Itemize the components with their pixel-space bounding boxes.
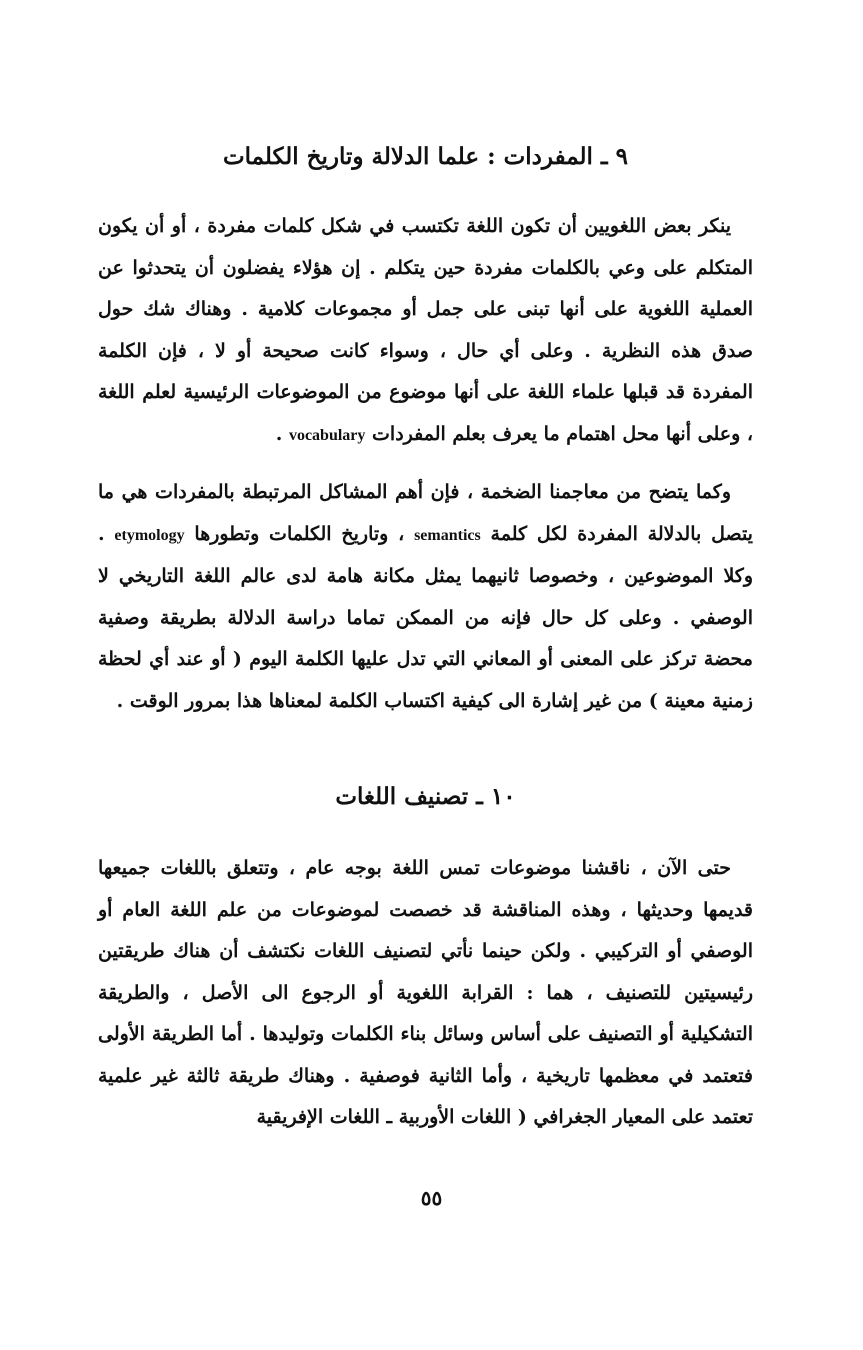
page-number: ٥٥ bbox=[420, 1186, 443, 1210]
latin-term-semantics: semantics bbox=[414, 526, 481, 544]
section-heading-classification: ١٠ ـ تصنيف اللغات bbox=[335, 783, 516, 810]
paragraph-text-end: . وكلا الموضوعين ، وخصوصا ثانيهما يمثل مكانة هامة لدى عالم اللغة التاريخي لا الوصفي . وعلى كل حال فإنه من الممكن تماما دراسة الدلالة بطريقة وصفية محضة تركز على المعنى أو المعاني التي تدل عليها الكلمة اليوم ( أو عند أي لحظة زمنية معينة ) من غير إشارة الى كيفية اكتساب الكلمة لمعناها هذا بمرور الوقت . bbox=[98, 522, 753, 712]
paragraph-vocabulary-intro bbox=[98, 206, 753, 456]
latin-term-etymology: etymology bbox=[114, 526, 185, 544]
paragraph-text: وكما يتضح من معاجمنا الضخمة ، فإن أهم المشاكل المرتبطة بالمفردات هي ما يتصل بالدلالة المفردة لكل كلمة bbox=[98, 481, 753, 545]
paragraph-semantics-etymology bbox=[98, 472, 753, 722]
paragraph-text-end: . bbox=[275, 422, 283, 445]
paragraph-classification bbox=[98, 848, 753, 1139]
paragraph-text: ينكر بعض اللغويين أن تكون اللغة تكتسب في شكل كلمات مفردة ، أو أن يكون المتكلم على وعي بالكلمات مفردة حين يتكلم . إن هؤلاء يفضلون أن يتحدثوا عن العملية اللغوية على أنها تبنى على جمل أو مجموعات كلامية . وهناك شك حول صدق هذه النظرية . وعلى أي حال ، وسواء كانت صحيحة أو لا ، فإن الكلمة المفردة قد قبلها علماء اللغة على أنها موضوع من الموضوعات الرئيسية لعلم اللغة ، وعلى أنها محل اهتمام ما يعرف بعلم المفردات bbox=[98, 215, 753, 445]
paragraph-text: حتى الآن ، ناقشنا موضوعات تمس اللغة بوجه عام ، وتتعلق باللغات جميعها قديمها وحديثها ، وهذه المناقشة قد خصصت لموضوعات من علم اللغة العام أو الوصفي أو التركيبي . ولكن حينما نأتي لتصنيف اللغات نكتشف أن هناك طريقتين رئيسيتين للتصنيف ، هما : القرابة اللغوية أو الرجوع الى الأصل ، والطريقة التشكيلية أو التصنيف على أساس وسائل بناء الكلمات وتوليدها . أما الطريقة الأولى فتعتمد في معظمها تاريخية ، وأما الثانية فوصفية . وهناك طريقة ثالثة غير علمية تعتمد على المعيار الجغرافي ( اللغات الأوربية ـ اللغات الإفريقية bbox=[98, 857, 753, 1128]
page-content bbox=[98, 140, 753, 1155]
paragraph-text-middle: ، وتاريخ الكلمات وتطورها bbox=[194, 522, 405, 545]
section-heading-vocabulary: ٩ ـ المفردات : علما الدلالة وتاريخ الكلمات bbox=[222, 143, 629, 170]
latin-term-vocabulary: vocabulary bbox=[288, 426, 366, 444]
